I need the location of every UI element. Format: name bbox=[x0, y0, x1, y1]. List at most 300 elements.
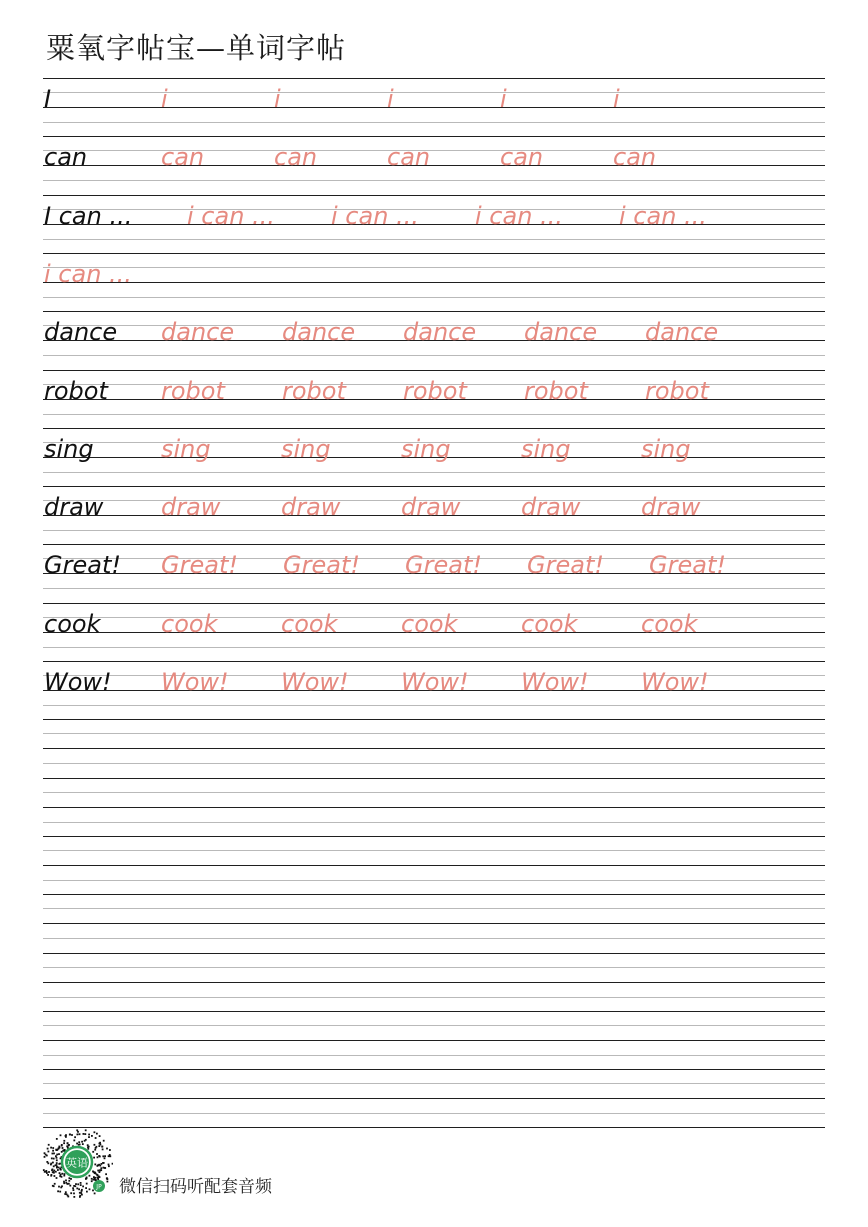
qr-dot bbox=[81, 1141, 83, 1143]
qr-dot bbox=[88, 1134, 90, 1136]
qr-dot bbox=[61, 1173, 63, 1175]
guide-line bbox=[43, 267, 825, 268]
model-word: can bbox=[44, 143, 88, 172]
guide-line bbox=[43, 792, 825, 793]
qr-dot bbox=[96, 1133, 98, 1135]
writing-row bbox=[43, 370, 825, 428]
guide-line bbox=[43, 705, 825, 706]
qr-dot bbox=[43, 1169, 45, 1171]
writing-row bbox=[43, 778, 825, 836]
qr-dot bbox=[96, 1153, 98, 1155]
qr-dot bbox=[98, 1155, 100, 1157]
guide-line bbox=[43, 588, 825, 589]
trace-word: i can ... bbox=[619, 201, 707, 230]
guide-line bbox=[43, 1069, 825, 1070]
trace-word: sing bbox=[161, 434, 211, 463]
guide-line bbox=[43, 122, 825, 123]
qr-dot bbox=[63, 1142, 65, 1144]
qr-dot bbox=[47, 1174, 49, 1176]
qr-dot bbox=[76, 1143, 78, 1145]
qr-dot bbox=[55, 1149, 57, 1151]
trace-word: can bbox=[274, 143, 318, 172]
qr-dot bbox=[56, 1138, 58, 1140]
model-word: draw bbox=[44, 493, 104, 522]
qr-dot bbox=[79, 1133, 81, 1135]
qr-dot bbox=[52, 1147, 54, 1149]
guide-line bbox=[43, 719, 825, 720]
model-word: sing bbox=[44, 434, 94, 463]
trace-word: sing bbox=[521, 434, 571, 463]
writing-row bbox=[43, 311, 825, 369]
qr-dot bbox=[101, 1146, 103, 1148]
trace-word: i bbox=[613, 85, 620, 113]
qr-dot bbox=[79, 1192, 81, 1194]
guide-line bbox=[43, 195, 825, 196]
trace-word: Great! bbox=[649, 551, 726, 580]
guide-line bbox=[43, 209, 825, 210]
qr-dot bbox=[52, 1150, 54, 1152]
baseline bbox=[43, 1040, 825, 1041]
trace-word: can bbox=[613, 143, 657, 172]
qr-dot bbox=[52, 1153, 54, 1155]
trace-word: dance bbox=[282, 318, 356, 347]
qr-dot bbox=[56, 1162, 58, 1164]
trace-word: sing bbox=[641, 434, 691, 463]
trace-word: cook bbox=[161, 609, 218, 638]
qr-dot bbox=[53, 1158, 55, 1160]
qr-dot bbox=[69, 1134, 71, 1136]
guide-line bbox=[43, 1083, 825, 1084]
qr-dot bbox=[95, 1147, 97, 1149]
qr-dot bbox=[106, 1177, 108, 1179]
qr-dot bbox=[52, 1162, 54, 1164]
qr-dot bbox=[99, 1169, 101, 1171]
qr-dot bbox=[108, 1155, 110, 1157]
qr-dot bbox=[60, 1187, 62, 1189]
qr-dot bbox=[44, 1152, 46, 1154]
qr-dot bbox=[87, 1148, 89, 1150]
writing-row bbox=[43, 1011, 825, 1069]
trace-word: i bbox=[387, 85, 394, 113]
qr-dot bbox=[64, 1193, 66, 1195]
qr-dot bbox=[108, 1165, 110, 1167]
qr-dot bbox=[52, 1169, 54, 1171]
trace-word: robot bbox=[645, 376, 709, 405]
trace-word: Great! bbox=[283, 551, 360, 580]
trace-word: i bbox=[161, 85, 168, 113]
qr-dot bbox=[91, 1180, 93, 1182]
baseline bbox=[43, 982, 825, 983]
qr-dot bbox=[92, 1151, 94, 1153]
trace-word: i can ... bbox=[44, 259, 132, 288]
trace-word: sing bbox=[281, 434, 331, 463]
qr-dot bbox=[73, 1185, 75, 1187]
qr-dot bbox=[67, 1196, 69, 1198]
writing-row bbox=[43, 136, 825, 194]
qr-dot bbox=[63, 1140, 65, 1142]
qr-dot bbox=[83, 1133, 85, 1135]
baseline bbox=[43, 865, 825, 866]
qr-dot bbox=[65, 1191, 67, 1193]
qr-dot bbox=[89, 1175, 91, 1177]
trace-word: i can ... bbox=[475, 201, 563, 230]
qr-dot bbox=[58, 1163, 60, 1165]
guide-line bbox=[43, 472, 825, 473]
baseline bbox=[43, 282, 825, 283]
qr-dot bbox=[88, 1136, 90, 1138]
qr-code[interactable] bbox=[41, 1128, 113, 1200]
qr-dot bbox=[77, 1183, 79, 1185]
qr-dot bbox=[58, 1146, 60, 1148]
qr-dot bbox=[102, 1162, 104, 1164]
trace-word: draw bbox=[161, 493, 221, 522]
qr-dot bbox=[68, 1180, 70, 1182]
qr-dot bbox=[106, 1148, 108, 1150]
qr-dot bbox=[78, 1141, 80, 1143]
trace-word: Wow! bbox=[401, 668, 469, 696]
qr-dot bbox=[94, 1149, 96, 1151]
guide-line bbox=[43, 908, 825, 909]
qr-dot bbox=[91, 1178, 93, 1180]
baseline bbox=[43, 807, 825, 808]
qr-dot bbox=[100, 1167, 102, 1169]
qr-dot bbox=[97, 1164, 99, 1166]
qr-dot bbox=[73, 1196, 75, 1198]
trace-word: Wow! bbox=[641, 668, 709, 696]
baseline bbox=[43, 748, 825, 749]
guide-line bbox=[43, 997, 825, 998]
qr-dot bbox=[63, 1175, 65, 1177]
qr-dot bbox=[57, 1169, 59, 1171]
qr-dot bbox=[59, 1172, 61, 1174]
qr-dot bbox=[73, 1193, 75, 1195]
qr-dot bbox=[92, 1190, 94, 1192]
guide-line bbox=[43, 355, 825, 356]
qr-dot bbox=[54, 1175, 56, 1177]
trace-word: robot bbox=[524, 376, 588, 405]
copybook-sheet bbox=[43, 78, 825, 1118]
baseline bbox=[43, 224, 825, 225]
guide-line bbox=[43, 953, 825, 954]
qr-dot bbox=[71, 1134, 73, 1136]
trace-word: dance bbox=[161, 318, 235, 347]
trace-word: Wow! bbox=[281, 668, 349, 696]
qr-dot bbox=[53, 1185, 55, 1187]
qr-dot bbox=[102, 1149, 104, 1151]
qr-dot bbox=[99, 1171, 101, 1173]
trace-word: robot bbox=[161, 376, 225, 405]
model-word: dance bbox=[44, 318, 118, 347]
writing-row bbox=[43, 428, 825, 486]
qr-dot bbox=[81, 1194, 83, 1196]
model-word: I bbox=[44, 85, 52, 113]
qr-dot bbox=[86, 1183, 88, 1185]
guide-line bbox=[43, 370, 825, 371]
qr-dot bbox=[48, 1171, 50, 1173]
qr-dot bbox=[53, 1165, 55, 1167]
qr-dot bbox=[56, 1154, 58, 1156]
qr-dot bbox=[84, 1140, 86, 1142]
guide-line bbox=[43, 603, 825, 604]
qr-dot bbox=[55, 1171, 57, 1173]
trace-word: draw bbox=[281, 493, 341, 522]
qr-dot bbox=[61, 1176, 63, 1178]
qr-dot bbox=[58, 1167, 60, 1169]
qr-dot bbox=[56, 1159, 58, 1161]
qr-dot bbox=[68, 1144, 70, 1146]
qr-dot bbox=[62, 1147, 64, 1149]
trace-word: cook bbox=[521, 609, 578, 638]
qr-dot bbox=[109, 1155, 111, 1157]
qr-dot bbox=[65, 1135, 67, 1137]
qr-dot bbox=[102, 1155, 104, 1157]
trace-word: draw bbox=[641, 493, 701, 522]
writing-row bbox=[43, 78, 825, 136]
guide-line bbox=[43, 486, 825, 487]
writing-row bbox=[43, 195, 825, 253]
guide-line bbox=[43, 763, 825, 764]
qr-dot bbox=[95, 1137, 97, 1139]
qr-dot bbox=[69, 1185, 71, 1187]
qr-dot bbox=[79, 1196, 81, 1198]
qr-dot bbox=[44, 1171, 46, 1173]
qr-dot bbox=[65, 1180, 67, 1182]
qr-dot bbox=[99, 1143, 101, 1145]
guide-line bbox=[43, 544, 825, 545]
qr-dot bbox=[87, 1146, 89, 1148]
qr-dot bbox=[82, 1143, 84, 1145]
qr-dot bbox=[89, 1188, 91, 1190]
guide-line bbox=[43, 967, 825, 968]
qr-dot bbox=[51, 1158, 53, 1160]
qr-dot bbox=[56, 1177, 58, 1179]
trace-word: can bbox=[387, 143, 431, 172]
guide-line bbox=[43, 428, 825, 429]
qr-dot bbox=[103, 1140, 105, 1142]
qr-dot bbox=[65, 1182, 67, 1184]
qr-dot bbox=[57, 1190, 59, 1192]
trace-word: Great! bbox=[161, 551, 238, 580]
guide-line bbox=[43, 1025, 825, 1026]
trace-word: draw bbox=[521, 493, 581, 522]
qr-dot bbox=[62, 1150, 64, 1152]
guide-line bbox=[43, 661, 825, 662]
writing-row bbox=[43, 953, 825, 1011]
qr-dot bbox=[84, 1133, 86, 1135]
qr-dot bbox=[109, 1149, 111, 1151]
model-word: Wow! bbox=[44, 668, 112, 696]
trace-word: dance bbox=[403, 318, 477, 347]
qr-dot bbox=[50, 1175, 52, 1177]
qr-dot bbox=[86, 1191, 88, 1193]
qr-dot bbox=[91, 1135, 93, 1137]
qr-dot bbox=[77, 1134, 79, 1136]
qr-dot bbox=[47, 1148, 49, 1150]
guide-line bbox=[43, 1055, 825, 1056]
baseline bbox=[43, 1098, 825, 1099]
trace-word: cook bbox=[641, 609, 698, 638]
guide-line bbox=[43, 836, 825, 837]
qr-corner-label: JP bbox=[96, 1183, 102, 1191]
trace-word: Wow! bbox=[521, 668, 589, 696]
guide-line bbox=[43, 647, 825, 648]
qr-dot bbox=[107, 1181, 109, 1183]
qr-dot bbox=[104, 1157, 106, 1159]
guide-line bbox=[43, 1113, 825, 1114]
qr-dot bbox=[99, 1135, 101, 1137]
qr-dot bbox=[81, 1189, 83, 1191]
qr-dot bbox=[58, 1186, 60, 1188]
qr-dot bbox=[98, 1145, 100, 1147]
qr-dot bbox=[55, 1155, 57, 1157]
qr-dot bbox=[46, 1161, 48, 1163]
qr-dot bbox=[56, 1157, 58, 1159]
guide-line bbox=[43, 778, 825, 779]
qr-dot bbox=[44, 1156, 46, 1158]
baseline bbox=[43, 923, 825, 924]
qr-dot bbox=[101, 1163, 103, 1165]
qr-dot bbox=[56, 1167, 58, 1169]
qr-dot bbox=[104, 1155, 106, 1157]
trace-word: Great! bbox=[405, 551, 482, 580]
qr-dot bbox=[58, 1153, 60, 1155]
trace-word: dance bbox=[524, 318, 598, 347]
qr-dot bbox=[45, 1170, 47, 1172]
guide-line bbox=[43, 414, 825, 415]
qr-dot bbox=[94, 1131, 96, 1133]
qr-dot bbox=[105, 1173, 107, 1175]
qr-dot bbox=[61, 1144, 63, 1146]
guide-line bbox=[43, 894, 825, 895]
guide-line bbox=[43, 180, 825, 181]
writing-row bbox=[43, 603, 825, 661]
writing-row bbox=[43, 1069, 825, 1127]
guide-line bbox=[43, 880, 825, 881]
qr-dot bbox=[94, 1144, 96, 1146]
guide-line bbox=[43, 136, 825, 137]
qr-dot bbox=[70, 1192, 72, 1194]
qr-dot bbox=[75, 1183, 77, 1185]
model-word: I can ... bbox=[44, 201, 133, 230]
qr-dot bbox=[99, 1176, 101, 1178]
trace-word: cook bbox=[401, 609, 458, 638]
qr-dot bbox=[94, 1193, 96, 1195]
model-word: Great! bbox=[44, 551, 121, 580]
trace-word: draw bbox=[401, 493, 461, 522]
guide-line bbox=[43, 822, 825, 823]
page-title: 粟氧字帖宝—单词字帖 bbox=[46, 31, 347, 65]
trace-word: Great! bbox=[527, 551, 604, 580]
qr-dot bbox=[63, 1181, 65, 1183]
qr-dot bbox=[85, 1187, 87, 1189]
qr-dot bbox=[82, 1186, 84, 1188]
qr-dot bbox=[79, 1144, 81, 1146]
qr-dot bbox=[73, 1189, 75, 1191]
model-word: robot bbox=[44, 376, 108, 405]
qr-dot bbox=[97, 1156, 99, 1158]
qr-dot bbox=[80, 1182, 82, 1184]
qr-dot bbox=[94, 1177, 96, 1179]
trace-word: cook bbox=[281, 609, 338, 638]
trace-word: i bbox=[500, 85, 507, 113]
guide-line bbox=[43, 239, 825, 240]
qr-dot bbox=[60, 1134, 62, 1136]
trace-word: can bbox=[161, 143, 205, 172]
trace-word: i can ... bbox=[187, 201, 275, 230]
qr-dot bbox=[63, 1182, 65, 1184]
guide-line bbox=[43, 733, 825, 734]
qr-dot bbox=[78, 1188, 80, 1190]
qr-dot bbox=[50, 1147, 52, 1149]
guide-line bbox=[43, 311, 825, 312]
qr-dot bbox=[54, 1183, 56, 1185]
writing-row bbox=[43, 894, 825, 952]
writing-row bbox=[43, 486, 825, 544]
trace-word: i can ... bbox=[331, 201, 419, 230]
qr-dot bbox=[68, 1183, 70, 1185]
guide-line bbox=[43, 1011, 825, 1012]
writing-row bbox=[43, 544, 825, 602]
qr-dot bbox=[46, 1172, 48, 1174]
trace-word: i bbox=[274, 85, 281, 113]
guide-line bbox=[43, 850, 825, 851]
qr-dot bbox=[94, 1172, 96, 1174]
qr-dot bbox=[67, 1142, 69, 1144]
qr-dot bbox=[55, 1164, 57, 1166]
qr-dot bbox=[87, 1144, 89, 1146]
footer-caption: 微信扫码听配套音频 bbox=[119, 1177, 272, 1197]
writing-row bbox=[43, 719, 825, 777]
qr-dot bbox=[93, 1157, 95, 1159]
qr-dot bbox=[48, 1144, 50, 1146]
bottom-rule bbox=[43, 1127, 825, 1128]
writing-row bbox=[43, 253, 825, 311]
qr-dot bbox=[76, 1188, 78, 1190]
qr-dot bbox=[48, 1151, 50, 1153]
qr-dot bbox=[104, 1167, 106, 1169]
guide-line bbox=[43, 938, 825, 939]
qr-dot bbox=[70, 1178, 72, 1180]
guide-line bbox=[43, 297, 825, 298]
qr-dot bbox=[60, 1169, 62, 1171]
qr-dot bbox=[94, 1164, 96, 1166]
qr-dot bbox=[80, 1184, 82, 1186]
qr-dot bbox=[93, 1179, 95, 1181]
trace-word: dance bbox=[645, 318, 719, 347]
qr-dot bbox=[73, 1140, 75, 1142]
guide-line bbox=[43, 78, 825, 79]
trace-word: robot bbox=[282, 376, 346, 405]
qr-dot bbox=[72, 1187, 74, 1189]
model-word: cook bbox=[44, 609, 101, 638]
qr-dot bbox=[59, 1191, 61, 1193]
qr-dot bbox=[85, 1129, 87, 1131]
qr-badge-label: 英语 bbox=[66, 1156, 88, 1170]
qr-dot bbox=[74, 1136, 76, 1138]
guide-line bbox=[43, 253, 825, 254]
qr-dot bbox=[108, 1164, 110, 1166]
qr-dot bbox=[76, 1129, 78, 1131]
guide-line bbox=[43, 530, 825, 531]
qr-dot bbox=[53, 1153, 55, 1155]
qr-dot bbox=[112, 1163, 113, 1165]
writing-row bbox=[43, 836, 825, 894]
trace-word: can bbox=[500, 143, 544, 172]
qr-dot bbox=[66, 1145, 68, 1147]
qr-dot bbox=[53, 1170, 55, 1172]
writing-row bbox=[43, 661, 825, 719]
qr-dot bbox=[97, 1170, 99, 1172]
